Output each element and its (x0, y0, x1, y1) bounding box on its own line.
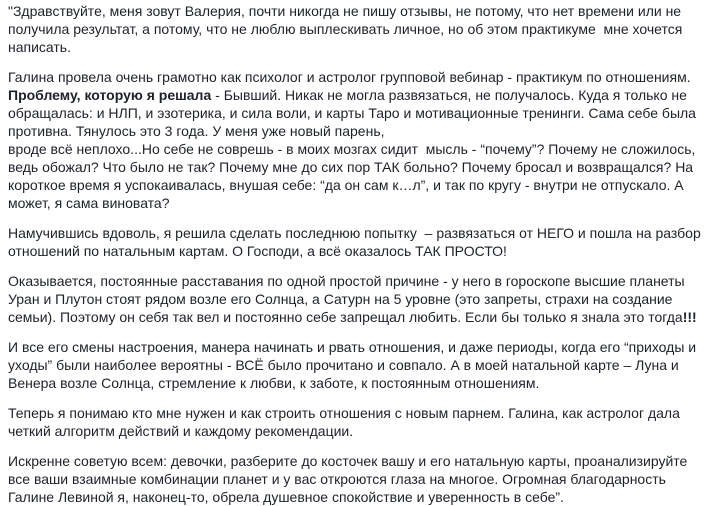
text-line: Венера возле Солнца, стремление к любви, к заботе, к постоянным отношениям. (8, 375, 540, 391)
text-line: Теперь я понимаю кто мне нужен и как строить отношения с новым парнем. Галина, как астролог дала (8, 405, 680, 421)
paragraph-problem (8, 68, 698, 212)
text-line: отношений по натальным картам. О Господи, а всё оказалось ТАК ПРОСТО! (8, 243, 507, 259)
paragraph-moods (8, 338, 698, 392)
text-line: все ваши взаимные комбинации планет и у вас откроются глаза на многое. Огромная благодарность (8, 471, 666, 487)
text-line: Намучившись вдоволь, я решила сделать последнюю попытку – развязаться от НЕГО и пошла на разбор (8, 225, 701, 241)
text-line: Галине Левиной я, наконец-то, обрела душевное спокойствие и уверенность в себе”. (8, 489, 564, 505)
text-line: четкий алгоритм действий и каждому рекомендации. (8, 423, 354, 439)
text-line: ведь обожал? Что было не так? Почему мне до сих пор ТАК больно? Почему бросал и возвращался? На (8, 159, 694, 175)
text-line: Искренне советую всем: девочки, разберите до косточек вашу и его натальную карты, проанализируйте (8, 453, 688, 469)
text-line: Уран и Плутон стоят рядом возле его Солнца, а Сатурн на 5 уровне (это запреты, страхи на создание (8, 291, 673, 307)
text-line: "Здравствуйте, меня зовут Валерия, почти никогда не пишу отзывы, не потому, что нет времени или не (8, 3, 682, 19)
text-line: написать. (8, 39, 71, 55)
paragraph-reason (8, 272, 698, 326)
text-line: обращалась: и НЛП, и эзотерика, и сила воли, и карты Таро и мотивационные тренинги. Сама себе была (8, 105, 696, 121)
paragraph-now (8, 404, 698, 440)
paragraph-intro (8, 2, 698, 56)
exclamation-marks: !!! (682, 309, 697, 325)
text-line: короткое время я успокаивалась, внушая себе: “да он сам к…л”, и так по кругу - внутри не отпускало. А (8, 177, 684, 193)
text-line: И все его смены настроения, манера начинать и рвать отношения, и даже периоды, когда его “приходы и (8, 339, 697, 355)
text-line: вроде всё неплохо...Но себе не соврешь - в моих мозгах сидит мысль - “почему”? Почему не сложилось, (8, 141, 696, 157)
text-line: получила результат, а потому, что не люблю выплескивать личное, но об этом практикуме мне хочется (8, 21, 683, 37)
paragraph-attempt (8, 224, 701, 260)
text-fragment: семьи). Поэтому он себя так вел и постоянно себе запрещал любить. Если бы только я знала это тогда (8, 309, 683, 325)
text-line: противна. Тянулось это 3 года. У меня уже новый парень, (8, 123, 385, 139)
paragraph-advice (8, 452, 698, 506)
text-line: Галина провела очень грамотно как психолог и астролог групповой вебинар - практикум по отношениям. (8, 69, 691, 85)
text-line (8, 308, 698, 326)
problem-heading: Проблему, которую я решала (8, 87, 212, 103)
text-line: Оказывается, постоянные расставания по одной простой причине - у него в гороскопе высшие планеты (8, 273, 685, 289)
text-line: может, я сама виновата? (8, 195, 170, 211)
text-line (8, 86, 698, 104)
text-fragment: - Бывший. Никак не могла развязаться, не получалось. Куда я только не (211, 87, 687, 103)
text-line: уходы” были наиболее вероятны - ВСЁ было прочитано и совпало. А в моей натальной карте – Луна и (8, 357, 679, 373)
